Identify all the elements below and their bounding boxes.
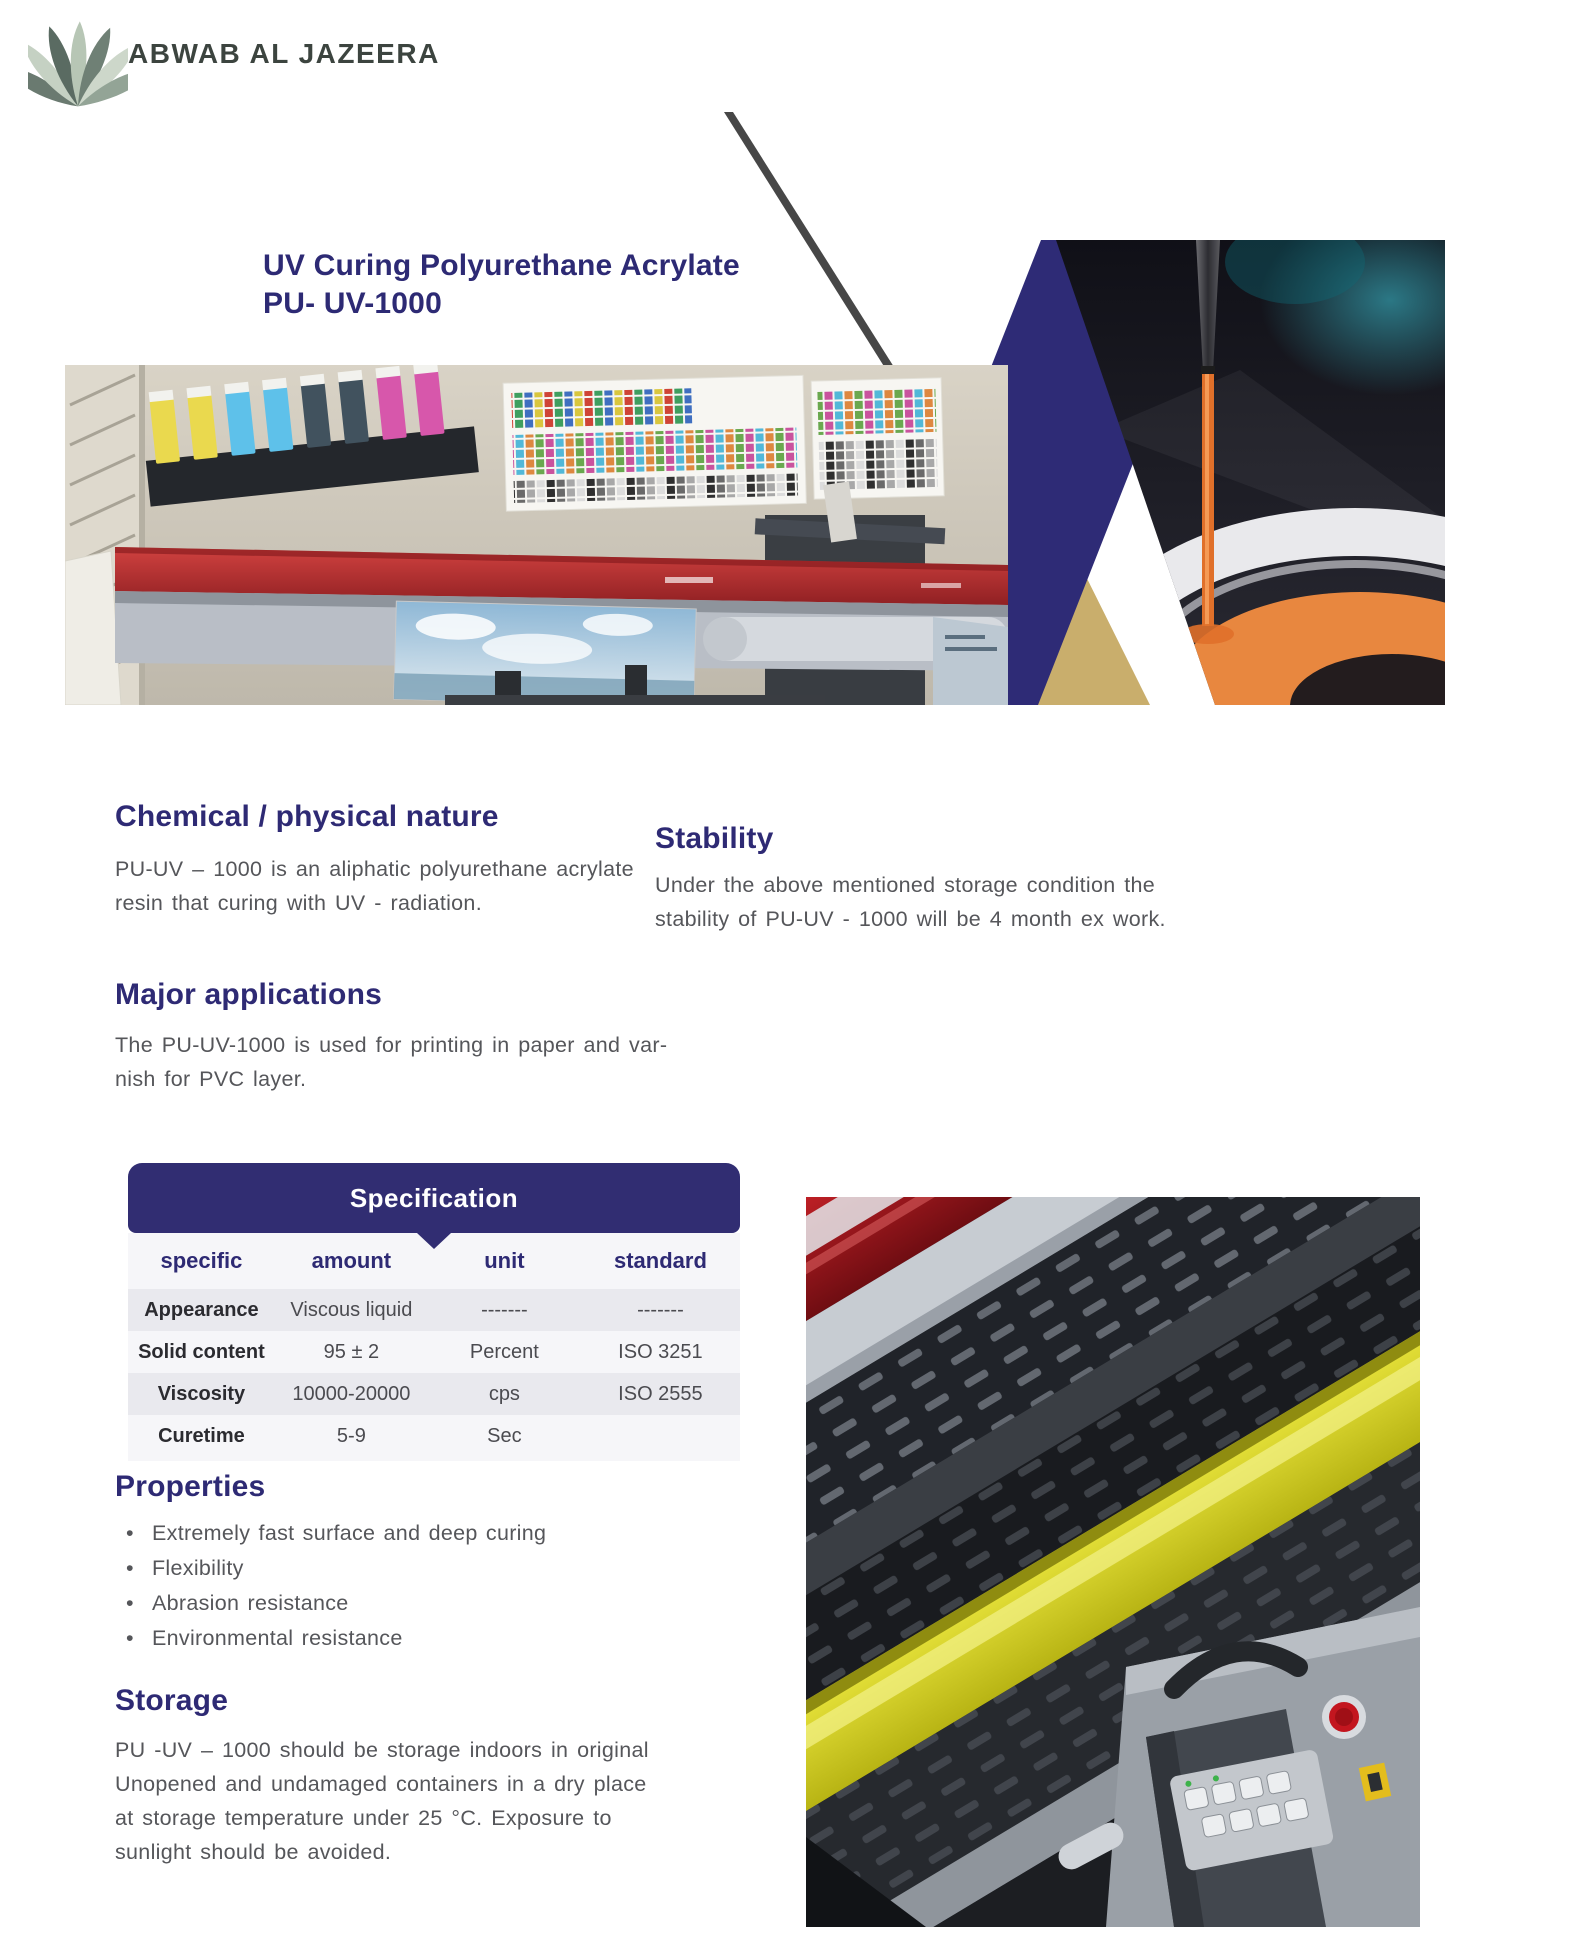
table-row: Solid content 95 ± 2 Percent ISO 3251 bbox=[138, 1340, 703, 1363]
chemical-body: PU-UV – 1000 is an aliphatic polyurethane acrylate resin that curing with UV - radiation. bbox=[115, 857, 634, 915]
specification-body bbox=[128, 1233, 740, 1461]
chemical-heading: Chemical / physical nature bbox=[115, 800, 499, 833]
product-title-line2: PU- UV-1000 bbox=[263, 287, 442, 320]
product-title-line1: UV Curing Polyurethane Acrylate bbox=[263, 249, 740, 282]
table-row: Appearance Viscous liquid ------- ------- bbox=[128, 1289, 740, 1331]
specification-title: Specification bbox=[349, 1183, 519, 1213]
specification-header bbox=[128, 1163, 740, 1233]
printed-canvas bbox=[394, 601, 696, 705]
list-item: • Environmental resistance bbox=[118, 1621, 546, 1656]
specification-table bbox=[128, 1163, 740, 1461]
storage-body: PU -UV – 1000 should be storage indoors in original Unopened and undamaged containers in a dry place at storage temperature under 25 °C. Exposure to sunlight should be avoided. bbox=[115, 1738, 649, 1864]
list-item: • Extremely fast surface and deep curing bbox=[118, 1516, 546, 1551]
column-unit: unit bbox=[484, 1248, 525, 1273]
properties-list bbox=[118, 1516, 546, 1656]
table-row: Viscosity 10000-20000 cps ISO 2555 bbox=[128, 1373, 740, 1415]
offset-press-photo bbox=[806, 1197, 1420, 1927]
color-chart-posters bbox=[503, 372, 944, 511]
properties-heading: Properties bbox=[115, 1470, 266, 1503]
stability-body: Under the above mentioned storage condition the stability of PU-UV - 1000 will be 4 month ex work. bbox=[655, 873, 1166, 931]
column-amount: amount bbox=[311, 1248, 392, 1273]
storage-heading: Storage bbox=[115, 1684, 229, 1717]
list-item: • Abrasion resistance bbox=[118, 1586, 546, 1621]
brand-logo-icon bbox=[28, 16, 128, 110]
printer-photo bbox=[65, 365, 1008, 705]
applications-heading: Major applications bbox=[115, 978, 382, 1011]
brand-name: ABWAB AL JAZEERA bbox=[128, 38, 440, 69]
list-item: • Flexibility bbox=[118, 1551, 546, 1586]
column-specific: specific bbox=[160, 1248, 243, 1273]
table-row: Curetime 5-9 Sec bbox=[158, 1424, 522, 1447]
column-standard: standard bbox=[613, 1248, 707, 1273]
applications-body: The PU-UV-1000 is used for printing in paper and var- nish for PVC layer. bbox=[115, 1033, 668, 1091]
stability-heading: Stability bbox=[655, 822, 774, 855]
